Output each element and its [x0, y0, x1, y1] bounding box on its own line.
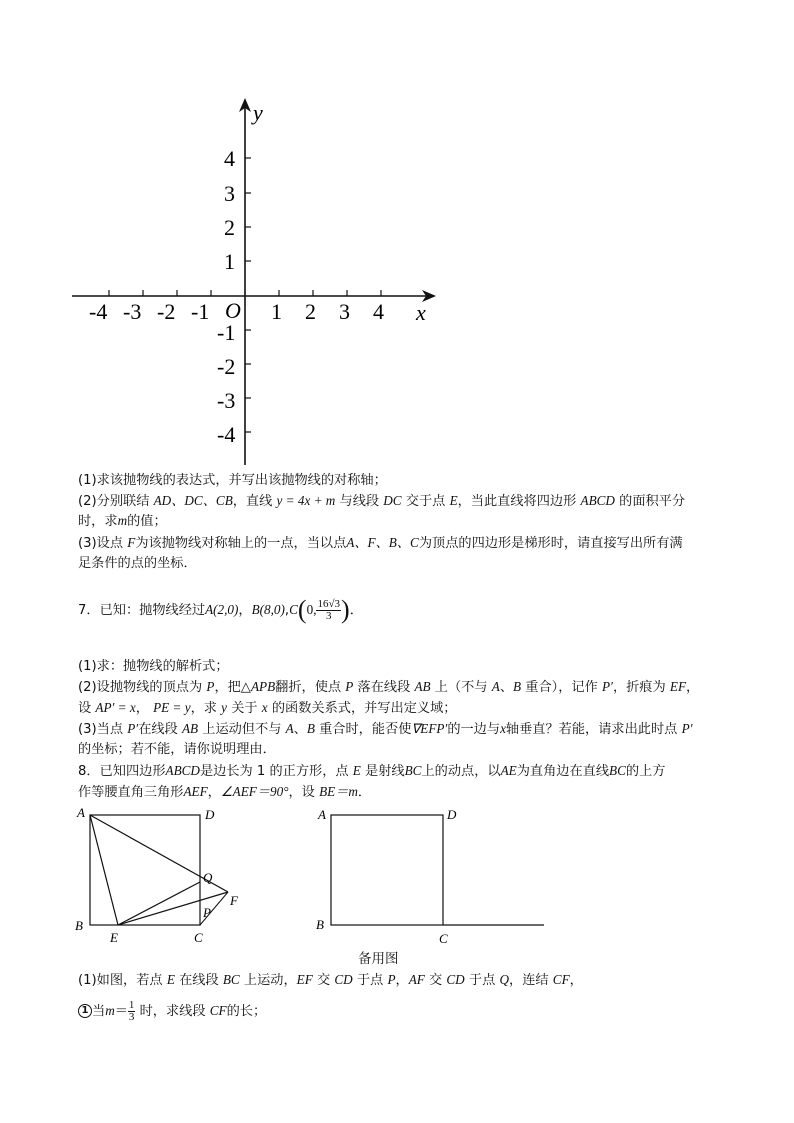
y-axis-label: y — [253, 100, 263, 125]
label-f: F — [230, 893, 238, 908]
q7-part3: (3)当点 P′在线段 AB 上运动但不与 A、B 重合时，能否使∇EFP′的一边与x轴垂直？若能，请求出此时点 P′ — [78, 721, 693, 737]
y-tick-label: -2 — [217, 354, 236, 379]
y-tick-label: -4 — [217, 422, 236, 447]
q8-stem-line2: 作等腰直角三角形AEF，∠AEF＝90°，设 BE＝m． — [78, 784, 372, 800]
x-tick-label: 3 — [339, 299, 350, 324]
label-c: C — [194, 930, 203, 945]
q7-part2: (2)设抛物线的顶点为 P，把△APB翻折，使点 P 落在线段 AB 上（不与 A、B 重合），记作 P′，折痕为 EF， — [78, 679, 700, 695]
label-a-backup: A — [318, 807, 326, 822]
x-tick-label: -1 — [191, 299, 210, 324]
label-d: D — [205, 807, 215, 822]
square-abcd-backup — [331, 815, 443, 925]
y-tick-label: 1 — [224, 249, 235, 274]
y-tick-label: -1 — [217, 320, 236, 345]
q8-figure-backup — [310, 802, 550, 950]
q6-part2: (2)分别联结 AD、DC、CB，直线 y = 4x + m 与线段 DC 交于点 E，当此直线将四边形 ABCD 的面积平分 — [78, 493, 686, 509]
circled-number-1: 1 — [78, 1004, 92, 1018]
label-c-backup: C — [439, 931, 448, 946]
q7-part3-cont: 的坐标；若不能，请你说明理由． — [78, 742, 276, 757]
x-tick-label: -2 — [157, 299, 176, 324]
q6-part3: (3)设点 F为该抛物线对称轴上的一点，当以点A、F、B、C为顶点的四边形是梯形时，请直接写出所有满 — [78, 535, 683, 551]
y-tick-label: 2 — [224, 215, 235, 240]
q8-part1-i: 1 当m＝ $\frac{1}{3}$ 时，求线段 CF的长； — [78, 996, 266, 1026]
x-tick-label: -4 — [89, 299, 108, 324]
square-abcd — [90, 815, 200, 925]
label-a: A — [77, 805, 85, 820]
backup-figure-caption: 备用图 — [358, 951, 399, 967]
label-q: Q — [203, 870, 213, 885]
label-b: B — [75, 918, 83, 933]
q7-stem: 7．已知：抛物线经过A(2,0)，B(8,0),C(0, $\frac{16√3}{3}$ )． — [78, 595, 363, 624]
x-axis-label: x — [416, 300, 426, 325]
label-p: P — [203, 905, 211, 920]
q6-part3-cont: 足条件的点的坐标． — [78, 556, 197, 571]
label-d-backup: D — [447, 807, 457, 822]
segment-ef — [118, 892, 228, 925]
q7-part1: (1)求：抛物线的解析式； — [78, 659, 229, 674]
origin-label: O — [225, 298, 241, 323]
q8-stem-line1: 8．已知四边形ABCD是边长为 1 的正方形，点 E 是射线BC上的动点，以AE为直角边在直线BC的上方 — [78, 763, 666, 779]
x-tick-label: 2 — [305, 299, 316, 324]
y-tick-label: 3 — [224, 181, 235, 206]
x-tick-label: -3 — [123, 299, 142, 324]
y-tick-label: 4 — [224, 146, 235, 171]
coordinate-plane — [60, 90, 450, 480]
q7-part2-cont: 设 AP′ = x， PE = y，求 y 关于 x 的函数关系式，并写出定义域； — [78, 700, 457, 716]
q6-part2-cont: 时，求m的值； — [78, 513, 167, 529]
x-tick-label: 4 — [373, 299, 384, 324]
y-tick-label: -3 — [217, 388, 236, 413]
label-b-backup: B — [316, 917, 324, 932]
q6-part1: (1)求该抛物线的表达式，并写出该抛物线的对称轴； — [78, 473, 387, 488]
label-e: E — [110, 930, 118, 945]
q8-part1: (1)如图，若点 E 在线段 BC 上运动，EF 交 CD 于点 P，AF 交 CD 于点 Q，连结 CF， — [78, 972, 583, 988]
x-tick-label: 1 — [271, 299, 282, 324]
q8-figure-main — [70, 802, 250, 950]
segment-ae — [90, 815, 118, 925]
